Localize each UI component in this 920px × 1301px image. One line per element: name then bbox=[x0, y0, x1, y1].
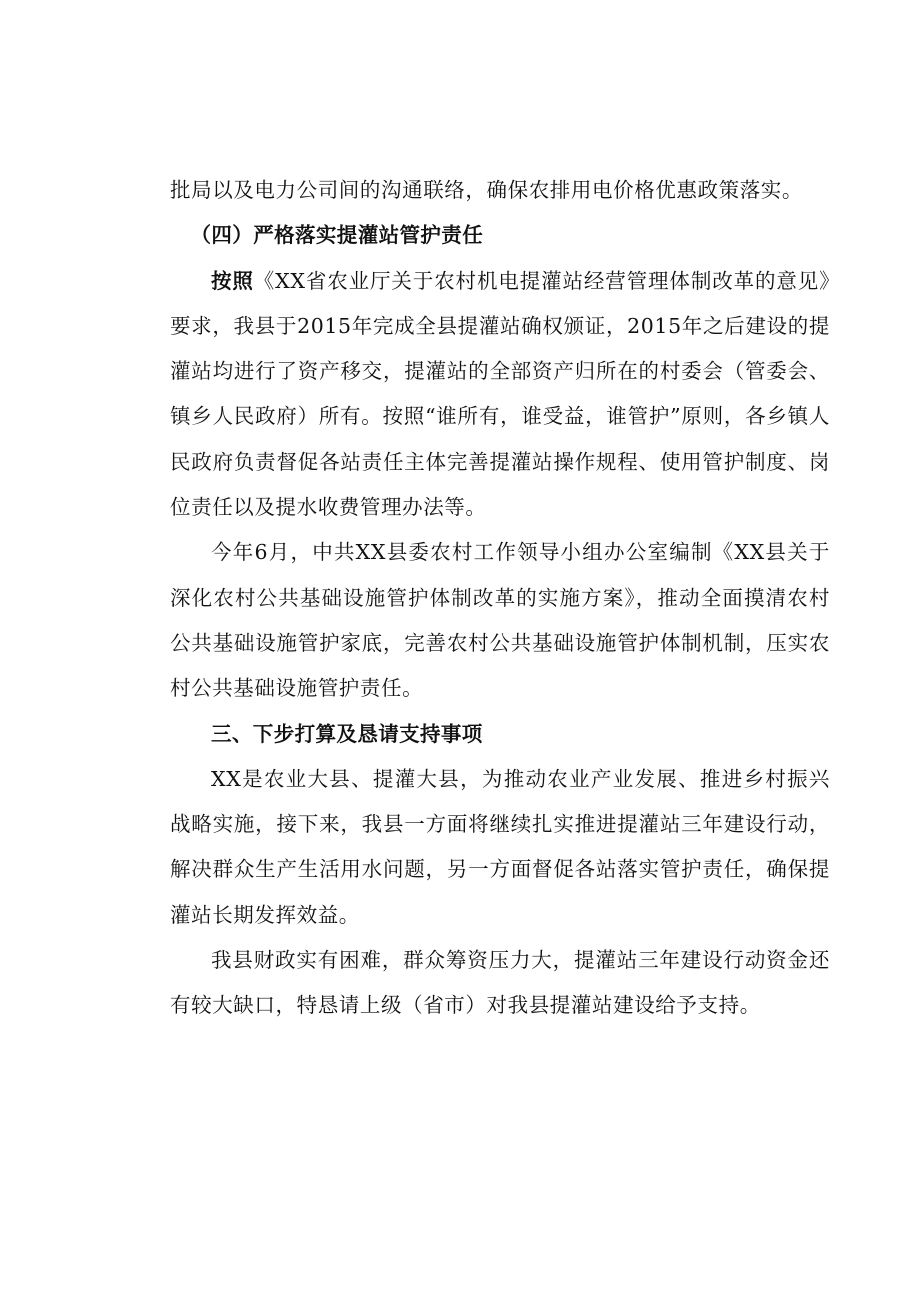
paragraph-1-body: 《XX省农业厅关于农村机电提灌站经营管理体制改革的意见》要求，我县于2015年完成全县提灌站确权颁证，2015年之后建设的提灌站均进行了资产移交，提灌站的全部资产归所在的村委会（管委会、镇乡人民政府）所有。按照“谁所有，谁受益，谁管护”原则，各乡镇人民政府负责督促各站责任主体完善提灌站操作规程、使用管护制度、岗位责任以及提水收费管理办法等。 bbox=[170, 268, 830, 520]
paragraph-4: 我县财政实有困难，群众筹资压力大，提灌站三年建设行动资金还有较大缺口，特恳请上级（省市）对我县提灌站建设给予支持。 bbox=[170, 948, 830, 1018]
paragraph-continued: 批局以及电力公司间的沟通联络，确保农排用电价格优惠政策落实。 bbox=[170, 178, 803, 202]
paragraph-3: XX是农业大县、提灌大县，为推动农业产业发展、推进乡村振兴战略实施，接下来，我县一方面将继续扎实推进提灌站三年建设行动，解决群众生产生活用水问题，另一方面督促各站落实管护责任，确保提灌站长期发挥效益。 bbox=[170, 766, 830, 927]
paragraph-1 bbox=[170, 259, 830, 531]
paragraph-2: 今年6月，中共XX县委农村工作领导小组办公室编制《XX县关于深化农村公共基础设施管护体制改革的实施方案》，推动全面摸清农村公共基础设施管护家底，完善农村公共基础设施管护体制机制，压实农村公共基础设施管护责任。 bbox=[170, 540, 830, 701]
section-heading-3: 三、下步打算及恳请支持事项 bbox=[211, 721, 483, 746]
section-heading-4: （四）严格落实提灌站管护责任 bbox=[190, 223, 484, 248]
paragraph-1-lead: 按照 bbox=[211, 268, 254, 293]
document-body bbox=[170, 168, 830, 1029]
